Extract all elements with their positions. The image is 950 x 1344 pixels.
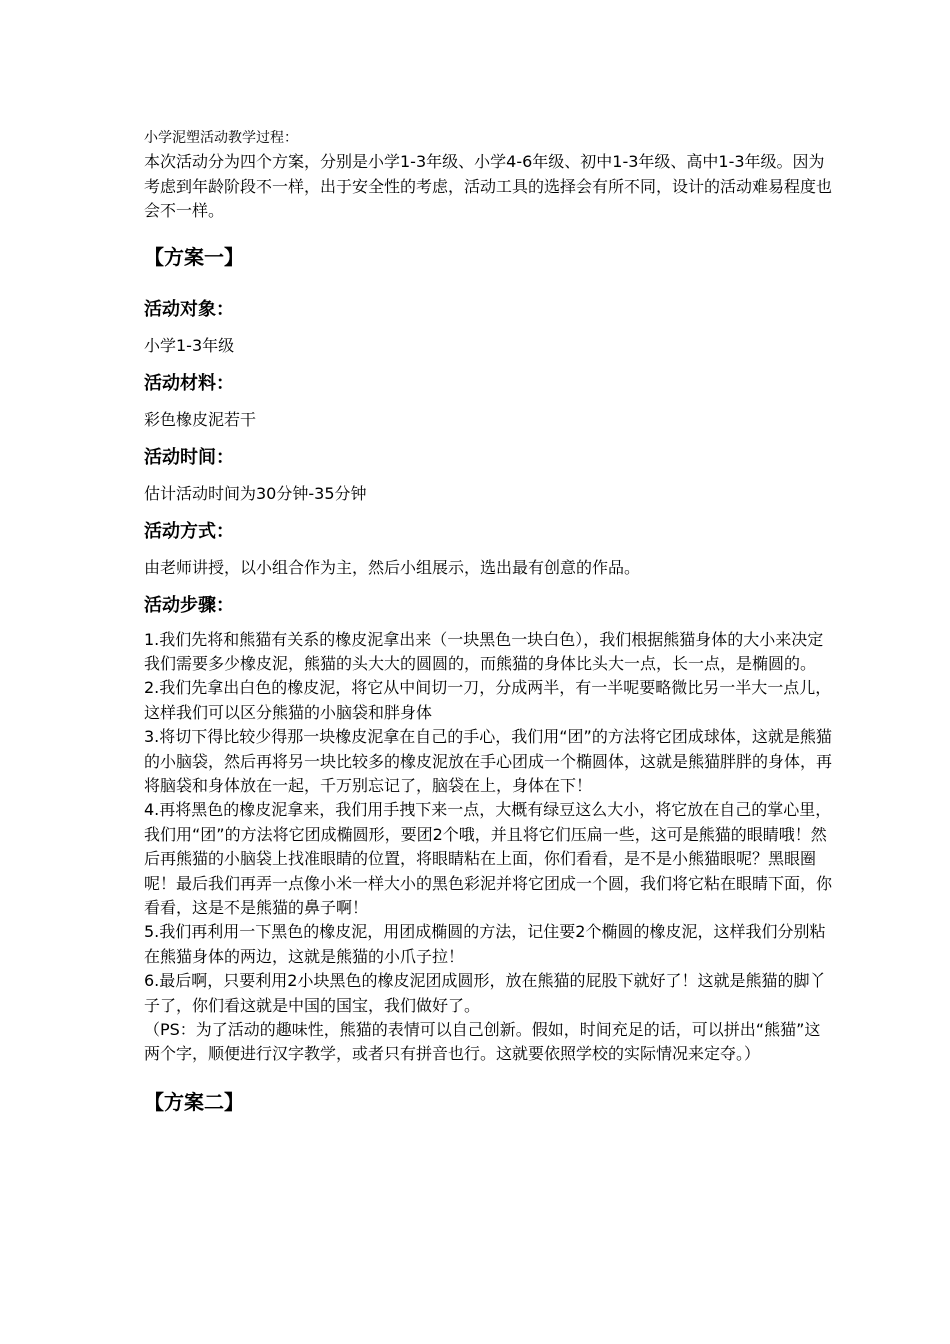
section-heading-time: 活动时间： (144, 446, 234, 468)
step-note: （PS：为了活动的趣味性，熊猫的表情可以自己创新。假如，时间充足的话，可以拼出“熊猫”这两个字，顺便进行汉字教学，或者只有拼音也行。这就要依照学校的实际情况来定夺。） (144, 1020, 821, 1064)
section-body-target: 小学1-3年级 (144, 335, 235, 355)
section-heading-target: 活动对象： (144, 298, 234, 320)
steps-list (144, 628, 834, 1067)
step-item-1: 1.我们先将和熊猫有关系的橡皮泥拿出来（一块黑色一块白色），我们根据熊猫身体的大小来决定我们需要多少橡皮泥，熊猫的头大大的圆圆的，而熊猫的身体比头大一点，长一点，是椭圆的。 (144, 629, 824, 673)
section-heading-materials: 活动材料： (144, 372, 234, 394)
document-caption: 小学泥塑活动教学过程： (144, 130, 298, 146)
step-item-5: 5.我们再利用一下黑色的橡皮泥，用团成椭圆的方法，记住要2个椭圆的橡皮泥，这样我们分别粘在熊猫身体的两边，这就是熊猫的小爪子拉！ (144, 922, 826, 966)
section-heading-steps: 活动步骤： (144, 594, 234, 616)
document-page (144, 128, 834, 1117)
section-heading-method: 活动方式： (144, 520, 234, 542)
section-body-materials: 彩色橡皮泥若干 (144, 409, 257, 429)
plan-2-heading: 【方案二】 (144, 1089, 244, 1114)
section-body-time: 估计活动时间为30分钟-35分钟 (144, 483, 367, 503)
section-body-method: 由老师讲授，以小组合作为主，然后小组展示，选出最有创意的作品。 (144, 557, 641, 577)
plan-1-heading: 【方案一】 (144, 244, 244, 269)
intro-paragraph: 本次活动分为四个方案，分别是小学1-3年级、小学4-6年级、初中1-3年级、高中1-3年级。因为考虑到年龄阶段不一样，出于安全性的考虑，活动工具的选择会有所不同，设计的活动难易程度也会不一样。 (144, 152, 833, 220)
step-item-3: 3.将切下得比较少得那一块橡皮泥拿在自己的手心，我们用“团”的方法将它团成球体，这就是熊猫的小脑袋，然后再将另一块比较多的橡皮泥放在手心团成一个椭圆体，这就是熊猫胖胖的身体，再将脑袋和身体放在一起，千万别忘记了，脑袋在上，身体在下！ (144, 727, 833, 795)
step-item-4: 4.再将黑色的橡皮泥拿来，我们用手拽下来一点，大概有绿豆这么大小，将它放在自己的掌心里，我们用“团”的方法将它团成椭圆形，要团2个哦，并且将它们压扁一些，这可是熊猫的眼睛哦！然后再熊猫的小脑袋上找准眼睛的位置，将眼睛粘在上面，你们看看，是不是小熊猫眼呢？黑眼圈呢！最后我们再弄一点像小米一样大小的黑色彩泥并将它团成一个圆，我们将它粘在眼睛下面，你看看，这是不是熊猫的鼻子啊！ (144, 800, 833, 917)
step-item-6: 6.最后啊，只要利用2小块黑色的橡皮泥团成圆形，放在熊猫的屁股下就好了！这就是熊猫的脚丫子了，你们看这就是中国的国宝，我们做好了。 (144, 971, 826, 1015)
step-item-2: 2.我们先拿出白色的橡皮泥，将它从中间切一刀，分成两半，有一半呢要略微比另一半大一点儿，这样我们可以区分熊猫的小脑袋和胖身体 (144, 678, 832, 722)
